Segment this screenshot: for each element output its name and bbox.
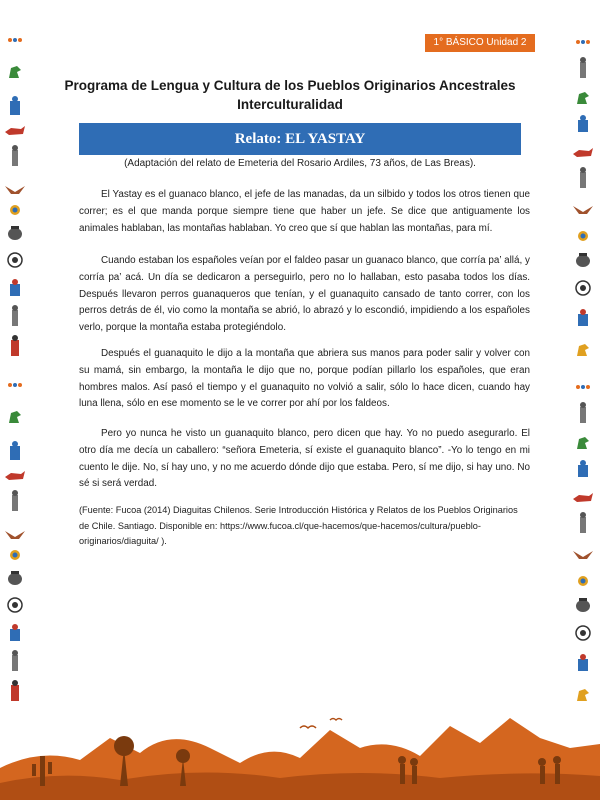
dots-icon <box>576 40 590 44</box>
story-paragraph-1: El Yastay es el guanaco blanco, el jefe de las manadas, da un silbido y todos los otros tienen que correr; es el que manda porque siempre tiene que haber un jefe. Se dice que antiguamente los animales hablaban, las montañas hablaban. Yo creo que sí que hablan las montañas, para mí. <box>79 189 530 234</box>
dots-icon <box>8 38 22 42</box>
story-adaptation-note: (Adaptación del relato de Emeteria del Rosario Ardiles, 73 años, de Las Breas). <box>124 158 476 169</box>
story-paragraph-4: Pero yo nunca he visto un guanaquito blanco, pero dicen que hay. Yo no puedo asegurarlo. El otro día me decía un caballero: “señora Emeteria, sí existe el guanaquito blanco”. -Yo lo tengo en mi cuento le dije. No, sí hay uno, y no me acuerdo dónde dijo que estaba. Pero, sí me dijo, si hay uno. No sé si será verdad. <box>79 428 530 490</box>
figure-icon <box>12 145 18 166</box>
figure-icon <box>12 305 18 326</box>
program-subtitle: Interculturalidad <box>237 97 343 112</box>
llama-icon <box>577 92 589 104</box>
program-title: Programa de Lengua y Cultura de los Pueblos Originarios Ancestrales <box>64 78 516 93</box>
warrior-icon <box>578 309 588 326</box>
figure-icon <box>580 167 586 188</box>
right-icon-border <box>568 30 598 720</box>
llama-icon <box>577 344 589 356</box>
source-citation: (Fuente: Fucoa (2014) Diaguitas Chilenos. Serie Introducción Histórica y Relatos de los Pueblos Originarios de Chile. Santiago. Disponible en: https://www.fucoa.cl/que-hacemos/que-hacemos/cultura/pueblo-originarios/diaguita/ ). <box>79 505 518 546</box>
llama-icon <box>9 66 21 78</box>
bird-icon <box>573 206 593 214</box>
figure-icon <box>580 57 586 78</box>
fox-icon <box>573 148 593 157</box>
pot-icon <box>8 226 22 240</box>
basket-icon <box>576 281 590 295</box>
warrior-icon <box>10 96 20 115</box>
sun-icon <box>578 231 588 241</box>
landscape-illustration <box>0 708 600 800</box>
warrior-icon <box>10 279 20 296</box>
birds-icon <box>300 719 342 729</box>
story-paragraph-3: Después el guanaquito le dijo a la montaña que abriera sus manos para poder salir y volver con su mamá, sin embargo, la montaña le dijo que no, porque podían pillarlo los españoles, que eran hombres malos. Así pasó el tiempo y el guanaquito no volvió a salir, sólo lo hace dicen, cuando hay luna llena, sólo en ese momento se le ve correr por ahí por los faldeos. <box>79 348 530 410</box>
figure-icon <box>11 335 19 356</box>
fox-icon <box>5 126 25 135</box>
pot-icon <box>576 253 590 267</box>
sun-icon <box>10 205 20 215</box>
grade-unit-badge: 1° BÁSICO Unidad 2 <box>425 34 535 52</box>
story-title-bar: Relato: EL YASTAY <box>79 123 521 155</box>
left-icon-border <box>0 30 30 720</box>
left-border-icons <box>0 30 30 720</box>
footer-landscape <box>0 708 600 800</box>
right-border-icons <box>568 30 598 720</box>
story-paragraph-2: Cuando estaban los españoles veían por el faldeo pasar un guanaco blanco, que corría pa’ allá, y corría pa’ acá. Un día se dedicaron a perseguirlo, pero no lo hallaban, esto pasaba todos los días. Después llevaron perros guanaqueros que tenían, y el guanaquito cansado de tanto correr, con los perros detrás de él, vio como la montaña se abrió, lo abrazó y lo escondió, impidiendo a los españoles verlo, porque la montaña estaba protegiéndolo. <box>79 255 530 334</box>
basket-icon <box>8 253 22 267</box>
warrior-icon <box>578 115 588 132</box>
bird-icon <box>5 186 25 194</box>
